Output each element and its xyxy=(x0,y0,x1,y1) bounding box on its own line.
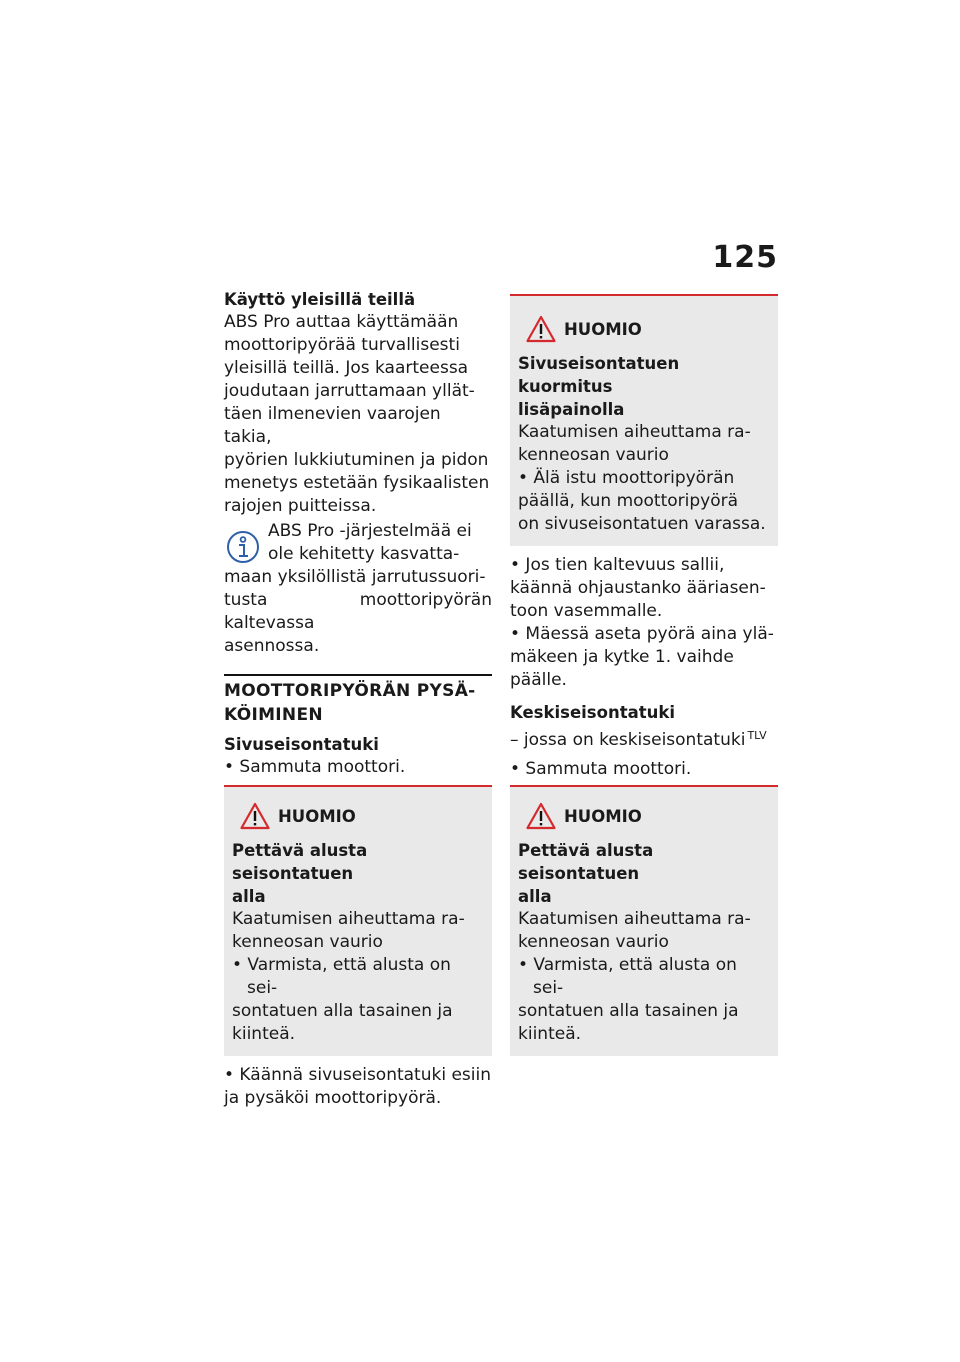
list-item: • Mäessä aseta pyörä aina ylä- mäkeen ja kytke 1. vaihde päälle. xyxy=(510,624,774,690)
warning-box xyxy=(510,785,778,1056)
warning-title: HUOMIO xyxy=(564,806,642,826)
list-item: • Jos tien kaltevuus sallii, käännä ohjaustanko ääriasen- toon vasemmalle. xyxy=(510,555,766,621)
warning-bullet: • Älä istu moottoripyörän päällä, kun moottoripyörä on sivuseisontatuen varassa. xyxy=(518,468,766,534)
warning-triangle-icon xyxy=(240,802,270,830)
heading-public-roads: Käyttö yleisillä teillä xyxy=(224,290,416,309)
warning-bullet: • Varmista, että alusta on sei- sontatuen alla tasainen ja kiinteä. xyxy=(232,955,453,1044)
abs-paragraph: ABS Pro auttaa käyttämään moottoripyörää turvallisesti yleisillä teillä. Jos kaarteessa joudutaan jarruttamaan yllät- täen ilmenevien vaarojen takia, pyörien lukkiutuminen ja pidon menetys estetään fysikaalisten rajojen puitteissa. xyxy=(224,312,490,516)
warning-subheading: Pettävä alusta seisontatuen alla xyxy=(232,841,368,906)
warning-body: Kaatumisen aiheuttama ra- kenneosan vaurio xyxy=(518,909,751,952)
list-item: • Sammuta moottori. xyxy=(510,759,692,779)
sub-heading-center-stand: Keskiseisontatuki xyxy=(510,703,675,722)
warning-title: HUOMIO xyxy=(278,806,356,826)
left-column xyxy=(224,288,492,1110)
warning-body: Kaatumisen aiheuttama ra- kenneosan vaurio xyxy=(232,909,465,952)
warning-triangle-icon xyxy=(526,802,556,830)
warning-box xyxy=(510,294,778,546)
sub-heading-side-stand: Sivuseisontatuki xyxy=(224,735,379,754)
list-item: • Sammuta moottori. xyxy=(224,757,406,777)
dash-item: – jossa on keskiseisontatuki $^{TLV}$ xyxy=(510,729,767,750)
page-number: 125 xyxy=(712,240,778,275)
warning-title: HUOMIO xyxy=(564,319,642,339)
warning-subheading: Sivuseisontatuen kuormitus lisäpainolla xyxy=(518,354,680,419)
warning-subheading: Pettävä alusta seisontatuen alla xyxy=(518,841,654,906)
info-note: ABS Pro -järjestelmää ei ole kehitetty kasvatta- maan yksilöllistä jarrutussuori- tusta moottoripyörän kaltevassa asennossa. xyxy=(224,521,492,656)
warning-bullet: • Varmista, että alusta on sei- sontatuen alla tasainen ja kiinteä. xyxy=(518,955,739,1044)
right-column xyxy=(510,294,778,1056)
warning-body: Kaatumisen aiheuttama ra- kenneosan vaurio xyxy=(518,422,751,465)
list-item: • Käännä sivuseisontatuki esiin ja pysäköi moottoripyörä. xyxy=(224,1065,492,1108)
section-title-parking: MOOTTORIPYÖRÄN PYSÄ- KÖIMINEN xyxy=(224,674,492,727)
option-code: TLV xyxy=(747,729,767,742)
info-icon xyxy=(226,530,260,564)
warning-box xyxy=(224,785,492,1056)
warning-triangle-icon xyxy=(526,315,556,343)
